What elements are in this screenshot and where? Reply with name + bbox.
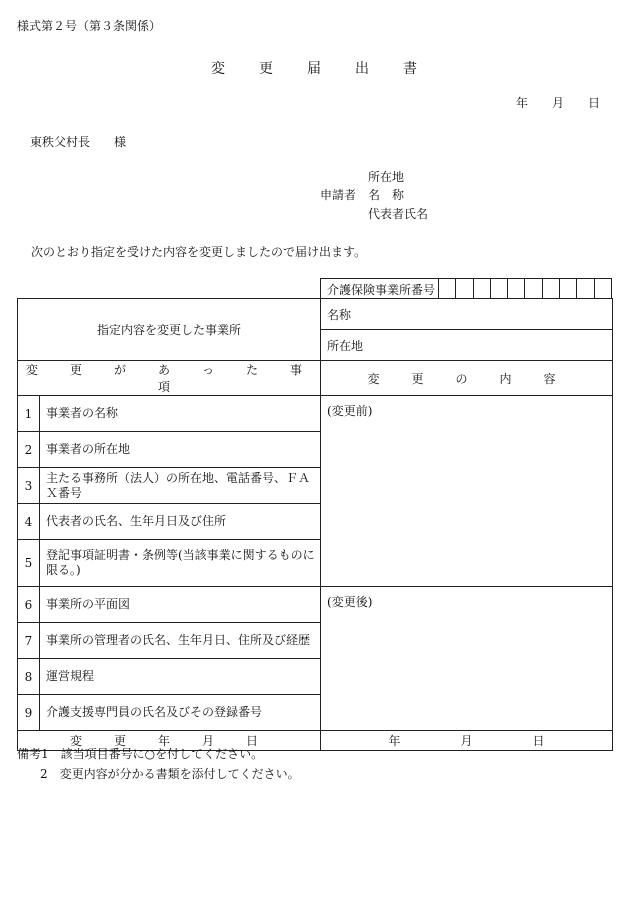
applicant-location-label: 所在地 [368,170,405,184]
item-number: 7 [18,623,40,659]
item-text: 運営規程 [40,659,321,695]
applicant-label: 申請者 [320,188,357,202]
item-number: 4 [18,504,40,540]
service-number-digit[interactable] [491,279,508,299]
document-title: 変 更 届 出 書 [211,61,419,77]
submission-date: 年 月 日 [516,96,601,110]
addressee: 東秩父村長 様 [30,135,127,149]
applicant-rep-label: 代表者氏名 [368,207,429,221]
item-text: 登記事項証明書・条例等(当該事業に関するものに限る。) [40,540,321,587]
item-number: 1 [18,396,40,432]
item-number: 2 [18,432,40,468]
service-number-digit[interactable] [595,279,611,299]
service-number-digit[interactable] [560,279,577,299]
service-number-digit[interactable] [525,279,542,299]
item-text: 代表者の氏名、生年月日及び住所 [40,504,321,540]
item-text: 事業所の平面図 [40,587,321,623]
item-text: 事業所の管理者の氏名、生年月日、住所及び経歴 [40,623,321,659]
intro-text: 次のとおり指定を受けた内容を変更しましたので届け出ます。 [31,245,367,259]
change-table [17,298,613,751]
service-number-digit[interactable] [508,279,525,299]
after-content-field[interactable] [321,587,613,731]
item-number: 6 [18,587,40,623]
after-label: (変更後) [327,595,373,609]
item-text: 主たる事務所（法人）の所在地、電話番号、ＦＡＸ番号 [40,468,321,504]
office-address-field[interactable] [321,330,613,361]
item-number: 5 [18,540,40,587]
table-row[interactable] [18,396,613,432]
service-number-label: 介護保険事業所番号 [321,279,439,299]
before-label: (変更前) [327,404,373,418]
note-2: 2 変更内容が分かる書類を添付してください。 [40,767,300,781]
before-content-field[interactable] [321,396,613,587]
item-text: 介護支援専門員の氏名及びその登録番号 [40,695,321,731]
service-number-digit[interactable] [474,279,491,299]
item-text: 事業者の所在地 [40,432,321,468]
item-text: 事業者の名称 [40,396,321,432]
office-label: 指定内容を変更した事業所 [18,299,321,361]
change-date-value: 年 月 日 [388,734,545,748]
office-name-field[interactable] [321,299,613,330]
form-number-label: 様式第２号（第３条関係） [17,19,162,33]
table-row[interactable] [18,587,613,623]
item-column-header: 変 更 が あ っ た 事 項 [18,361,321,396]
change-date-label: 変 更 年 月 日 [18,731,321,751]
service-number-digit[interactable] [577,279,594,299]
change-date-field[interactable] [321,731,613,751]
item-number: 9 [18,695,40,731]
applicant-name-label: 名 称 [368,188,405,202]
service-number-digit[interactable] [456,279,473,299]
office-address-label: 所在地 [327,338,364,353]
service-number-digit[interactable] [543,279,560,299]
item-number: 3 [18,468,40,504]
note-1: 備考1 該当項目番号に○を付してください。 [17,747,264,761]
item-number: 8 [18,659,40,695]
content-column-header: 変 更 の 内 容 [321,361,613,396]
service-number-digit[interactable] [439,279,456,299]
service-number-box [320,278,612,299]
office-name-label: 名称 [327,307,352,322]
